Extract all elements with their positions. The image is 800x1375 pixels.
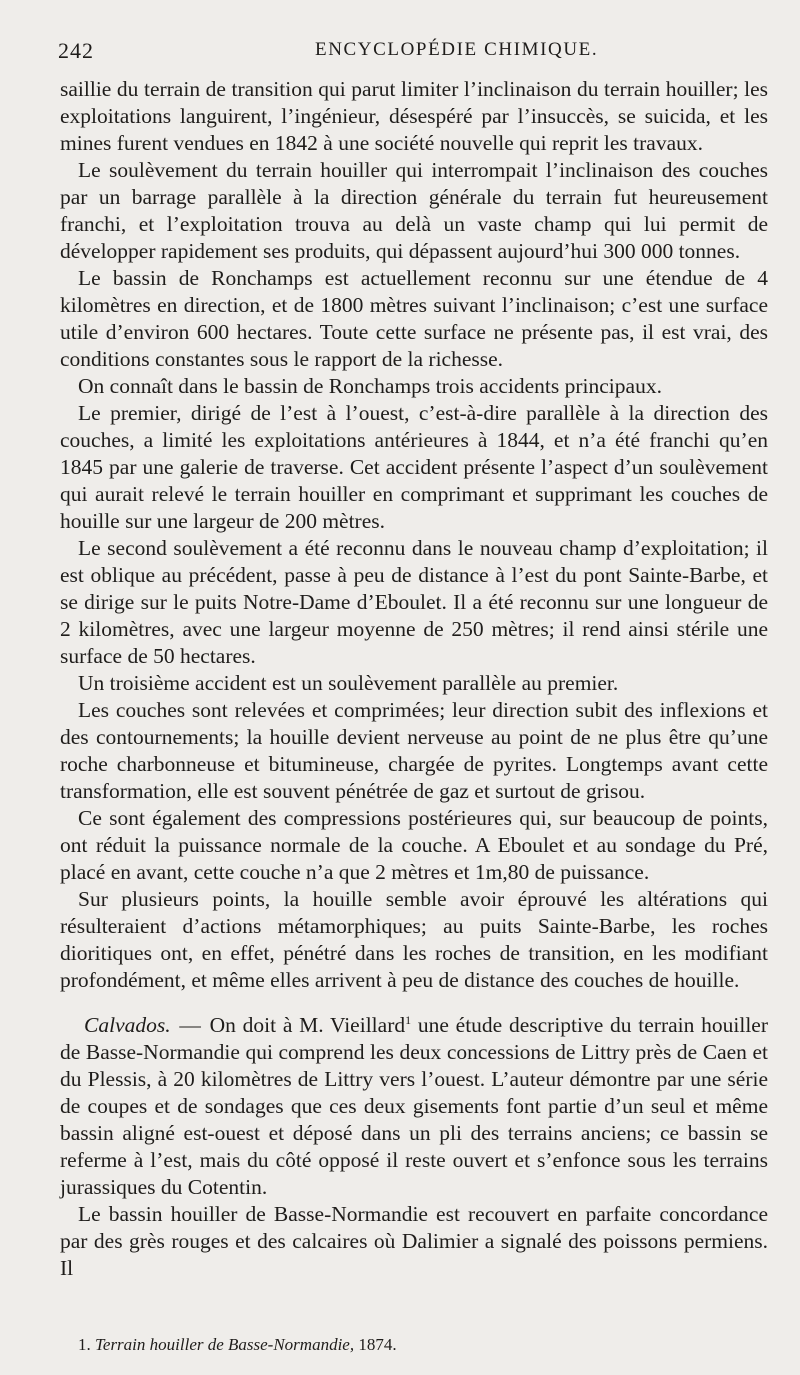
paragraph-2: Le soulèvement du terrain houiller qui interrompait l’inclinaison des couches par un barrage parallèle à la direction générale du terrain fut heureusement franchi, et l’exploitation trouva au delà un vaste champ qui lui permit de développer rapidement ses produits, qui dépassent aujourd’hui 300 000 tonnes. <box>60 158 768 263</box>
paragraph-6: Le second soulèvement a été reconnu dans le nouveau champ d’exploitation; il est oblique au précédent, passe à peu de distance à l’est du pont Sainte-Barbe, et se dirige sur le puits Notre-Dame d’Eboulet. Il a été reconnu sur une longueur de 2 kilomètres, avec une largeur moyenne de 250 mètres; il rend ainsi stérile une surface de 50 hectares. <box>60 536 768 668</box>
footnote-title: Terrain houiller de Basse-Normandie, <box>95 1335 355 1354</box>
page-header <box>58 38 780 68</box>
em-dash: — <box>179 1013 201 1037</box>
running-title: ENCYCLOPÉDIE CHIMIQUE. <box>315 39 599 60</box>
paragraph-5: Le premier, dirigé de l’est à l’ouest, c’est-à-dire parallèle à la direction des couches, a limité les exploitations antérieures à 1844, et n’a été franchi qu’en 1845 par une galerie de traverse. Cet accident présente l’aspect d’un soulèvement qui aurait relevé le terrain houiller en comprimant et supprimant les couches de houille sur une largeur de 200 mètres. <box>60 401 768 533</box>
page-number: 242 <box>58 38 94 63</box>
section-title-calvados: Calvados. <box>84 1013 171 1037</box>
paragraph-8: Les couches sont relevées et comprimées; leur direction subit des inflexions et des contournements; la houille devient nerveuse au point de ne plus être qu’une roche charbonneuse et bitumineuse, chargée de pyrites. Longtemps avant cette transformation, elle est souvent pénétrée de gaz et surtout de grisou. <box>60 698 768 803</box>
paragraph-10: Sur plusieurs points, la houille semble avoir éprouvé les altérations qui résulteraient d’actions métamorphiques; au puits Sainte-Barbe, les roches dioritiques ont, en effet, pénétré dans les roches de transition, en les modifiant profondément, et même elles arrivent à peu de distance des couches de houille. <box>60 887 768 992</box>
paragraph-4: On connaît dans le bassin de Ronchamps trois accidents principaux. <box>78 374 662 398</box>
footnote-reference[interactable]: 1 <box>405 1012 412 1027</box>
footnote-year: 1874. <box>358 1335 397 1354</box>
paragraph-1: saillie du terrain de transition qui parut limiter l’inclinaison du terrain houiller; les exploitations languirent, l’ingénieur, désespéré par l’insuccès, se suicida, et les mines furent vendues en 1842 à une société nouvelle qui reprit les travaux. <box>60 77 768 155</box>
calvados-paragraph <box>60 1012 768 1201</box>
calvados-text-start: On doit à M. Vieillard <box>209 1013 406 1037</box>
footnote-number: 1. <box>78 1335 91 1354</box>
body-text <box>60 76 768 1282</box>
paragraph-7: Un troisième accident est un soulèvement parallèle au premier. <box>78 671 619 695</box>
paragraph-9: Ce sont également des compressions postérieures qui, sur beaucoup de points, ont réduit la puissance normale de la couche. A Eboulet et au sondage du Pré, placé en avant, cette couche n’a que 2 mètres et 1m,80 de puissance. <box>60 806 768 884</box>
paragraph-3: Le bassin de Ronchamps est actuellement reconnu sur une étendue de 4 kilomètres en direction, et de 1800 mètres suivant l’inclinaison; c’est une surface utile d’environ 600 hectares. Toute cette surface ne présente pas, il est vrai, des conditions constantes sous le rapport de la richesse. <box>60 266 768 371</box>
footnote <box>78 1335 397 1355</box>
paragraph-last: Le bassin houiller de Basse-Normandie est recouvert en parfaite concordance par des grès rouges et des calcaires où Dalimier a signalé des poissons permiens. Il <box>60 1202 768 1280</box>
calvados-text-rest: une étude descriptive du terrain houiller de Basse-Normandie qui comprend les deux concessions de Littry près de Caen et du Plessis, à 20 kilomètres de Littry vers l’ouest. L’auteur démontre par une série de coupes et de sondages que ces deux gisements font partie d’un seul et même bassin aligné est-ouest et déposé dans un pli des terrains anciens; ce bassin se referme à l’est, mais du côté opposé il reste ouvert et s’enfonce sous les terrains jurassiques du Cotentin. <box>60 1013 769 1199</box>
